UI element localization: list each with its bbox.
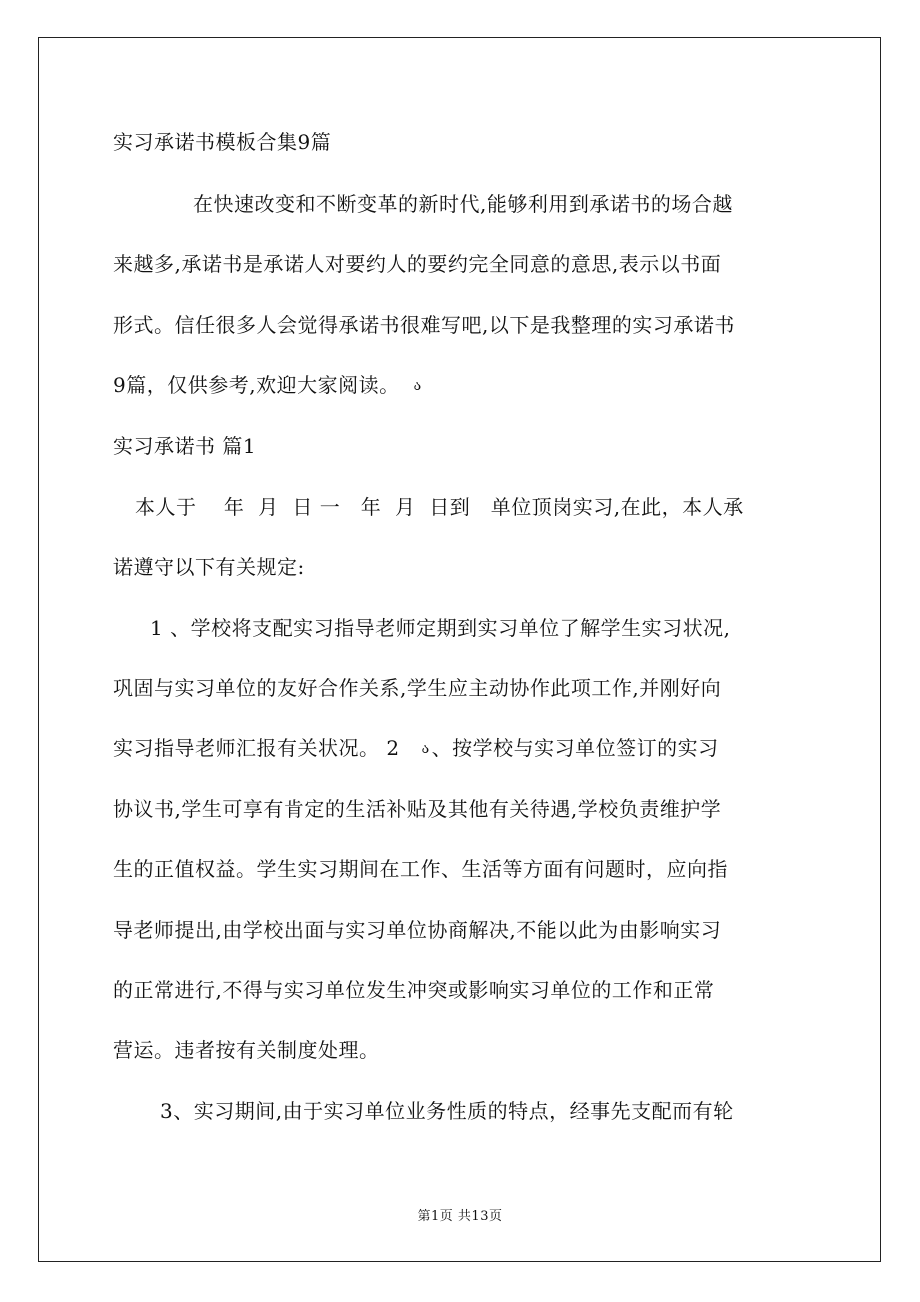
ornament-icon-inline: ა	[421, 741, 430, 757]
item1-line-5: 生的正值权益。学生实习期间在工作、生活等方面有问题时，应向指	[113, 857, 728, 881]
item1-line-6: 导老师提出,由学校出面与实习单位协商解决,不能以此为由影响实习	[113, 918, 722, 942]
item1-line-4: 协议书,学生可享有肯定的生活补贴及其他有关待遇,学校负责维护学	[113, 797, 722, 821]
item3-line-1: 3、实习期间,由于实习单位业务性质的特点，经事先支配而有轮	[160, 1099, 734, 1123]
item1-line-3a: 实习指导老师汇报有关状况。 2	[113, 736, 400, 760]
item1-line-8: 营运。违者按有关制度处理。	[113, 1038, 380, 1062]
item1-line-2: 巩固与实习单位的友好合作关系,学生应主动协作此项工作,并刚好向	[113, 676, 722, 700]
commit-line-2: 诺遵守以下有关规定:	[113, 555, 305, 579]
intro-line-1: 在快速改变和不断变革的新时代,能够利用到承诺书的场合越	[193, 192, 733, 216]
item1-line-3	[113, 734, 719, 763]
section-heading: 实习承诺书 篇1	[113, 434, 257, 458]
ornament-icon: ა	[413, 378, 422, 394]
item1-line-1: 1 、学校将支配实习指导老师定期到实习单位了解学生实习状况,	[150, 616, 731, 640]
item1-line-3b: 、按学校与实习单位签订的实习	[431, 736, 719, 760]
document-title: 实习承诺书模板合集9篇	[113, 130, 332, 154]
intro-line-4-text: 9篇，仅供参考,欢迎大家阅读。	[113, 373, 400, 397]
intro-line-4	[113, 371, 422, 400]
intro-line-3: 形式。信任很多人会觉得承诺书很难写吧,以下是我整理的实习承诺书	[113, 313, 735, 337]
commit-line-1: 本人于 年 月 日 一 年 月 日到 单位顶岗实习,在此，本人承	[135, 495, 744, 519]
item1-line-7: 的正常进行,不得与实习单位发生冲突或影响实习单位的工作和正常	[113, 978, 715, 1002]
page-footer: 第1页 共13页	[417, 1209, 503, 1224]
intro-line-2: 来越多,承诺书是承诺人对要约人的要约完全同意的意思,表示以书面	[113, 252, 722, 276]
page-border	[38, 37, 881, 1262]
